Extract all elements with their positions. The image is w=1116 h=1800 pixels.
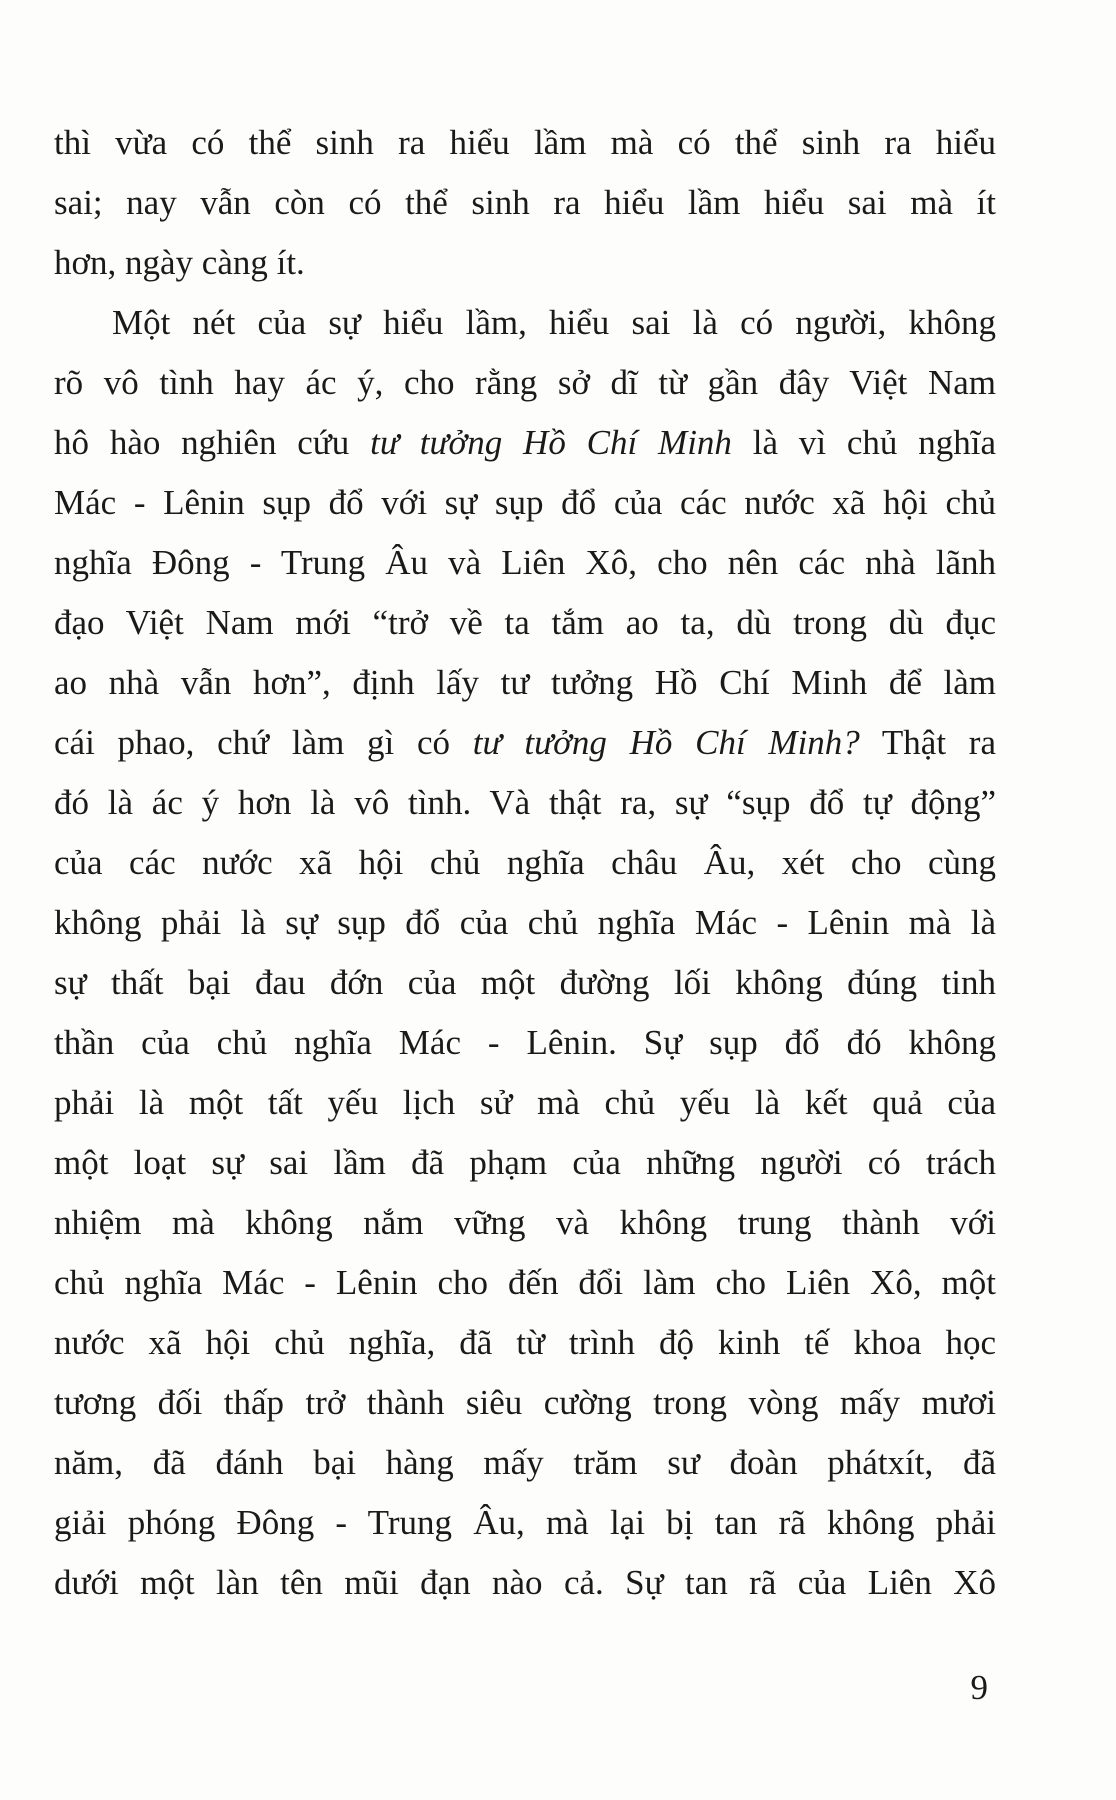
text-line <box>54 233 996 293</box>
text-segment: rõ vô tình hay ác ý, cho rằng sở dĩ từ gần đây Việt Nam <box>54 363 996 402</box>
text-line <box>54 1013 996 1073</box>
text-segment: giải phóng Đông - Trung Âu, mà lại bị tan rã không phải <box>54 1503 996 1542</box>
text-segment: thì vừa có thể sinh ra hiểu lầm mà có thể sinh ra hiểu <box>54 123 996 162</box>
text-segment: sự thất bại đau đớn của một đường lối không đúng tinh <box>54 963 996 1002</box>
text-line <box>54 593 996 653</box>
text-segment: Thật ra <box>859 723 996 762</box>
text-line <box>54 773 996 833</box>
text-segment: hô hào nghiên cứu <box>54 423 371 462</box>
text-line <box>54 1313 996 1373</box>
body-text <box>54 113 996 1613</box>
italic-phrase: tư tưởng Hồ Chí Minh? <box>472 723 860 762</box>
text-line <box>54 173 996 233</box>
text-line <box>54 713 996 773</box>
text-segment: thần của chủ nghĩa Mác - Lênin. Sự sụp đổ đó không <box>54 1023 996 1062</box>
text-line <box>54 1253 996 1313</box>
italic-phrase: tư tưởng Hồ Chí Minh <box>370 423 732 462</box>
text-line <box>54 533 996 593</box>
text-line <box>54 653 996 713</box>
text-segment: hơn, ngày càng ít. <box>54 243 305 282</box>
text-line <box>54 1073 996 1133</box>
text-line <box>54 1193 996 1253</box>
text-line <box>54 893 996 953</box>
text-segment: là vì chủ nghĩa <box>731 423 996 462</box>
text-segment: Mác - Lênin sụp đổ với sự sụp đổ của các nước xã hội chủ <box>54 483 996 522</box>
text-segment: chủ nghĩa Mác - Lênin cho đến đổi làm cho Liên Xô, một <box>54 1263 996 1302</box>
text-segment: phải là một tất yếu lịch sử mà chủ yếu là kết quả của <box>54 1083 996 1122</box>
text-line <box>54 353 996 413</box>
text-line <box>54 113 996 173</box>
text-segment: đạo Việt Nam mới “trở về ta tắm ao ta, dù trong dù đục <box>54 603 996 642</box>
text-segment: không phải là sự sụp đổ của chủ nghĩa Mác - Lênin mà là <box>54 903 996 942</box>
text-segment: nhiệm mà không nắm vững và không trung thành với <box>54 1203 996 1242</box>
text-line <box>54 1133 996 1193</box>
text-line <box>54 413 996 473</box>
text-segment: Một nét của sự hiểu lầm, hiểu sai là có người, không <box>112 303 996 342</box>
text-segment: đó là ác ý hơn là vô tình. Và thật ra, sự “sụp đổ tự động” <box>54 783 996 822</box>
text-segment: ao nhà vẫn hơn”, định lấy tư tưởng Hồ Chí Minh để làm <box>54 663 996 702</box>
text-segment: tương đối thấp trở thành siêu cường trong vòng mấy mươi <box>54 1383 996 1422</box>
text-line <box>54 1493 996 1553</box>
page-number: 9 <box>970 1668 988 1707</box>
text-line <box>54 1433 996 1493</box>
text-segment: sai; nay vẫn còn có thể sinh ra hiểu lầm hiểu sai mà ít <box>54 183 996 222</box>
text-segment: của các nước xã hội chủ nghĩa châu Âu, xét cho cùng <box>54 843 996 882</box>
text-line <box>54 473 996 533</box>
text-segment: năm, đã đánh bại hàng mấy trăm sư đoàn phátxít, đã <box>54 1443 996 1482</box>
text-line <box>54 953 996 1013</box>
text-segment: nước xã hội chủ nghĩa, đã từ trình độ kinh tế khoa học <box>54 1323 996 1362</box>
text-segment: cái phao, chứ làm gì có <box>54 723 473 762</box>
text-segment: dưới một làn tên mũi đạn nào cả. Sự tan rã của Liên Xô <box>54 1563 996 1602</box>
text-line <box>54 1373 996 1433</box>
text-segment: một loạt sự sai lầm đã phạm của những người có trách <box>54 1143 996 1182</box>
text-line <box>54 833 996 893</box>
text-line <box>54 1553 996 1613</box>
text-segment: nghĩa Đông - Trung Âu và Liên Xô, cho nên các nhà lãnh <box>54 543 996 582</box>
text-line <box>54 293 996 353</box>
